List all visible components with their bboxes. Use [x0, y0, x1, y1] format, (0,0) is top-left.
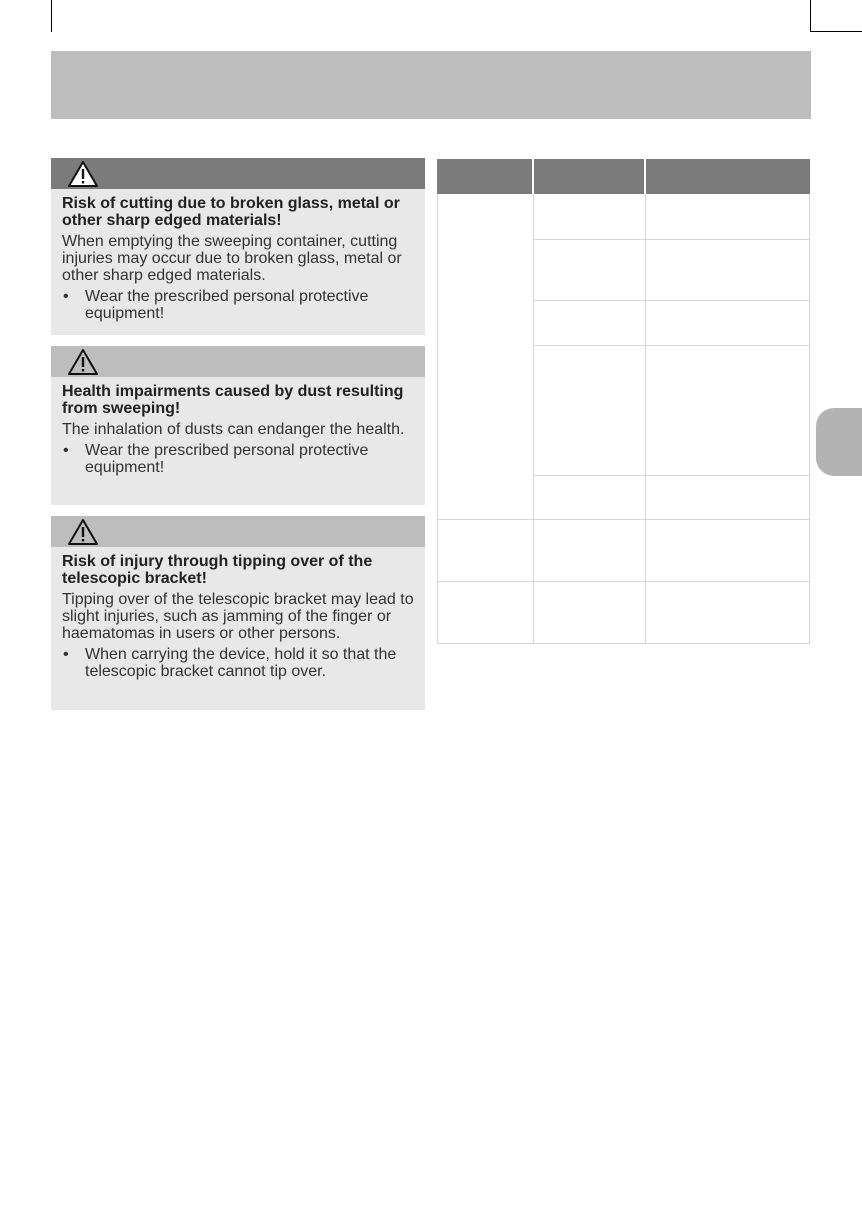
- table-row: [534, 476, 810, 520]
- table-row: [534, 240, 810, 301]
- warning-bullet-text: Wear the prescribed personal protective equipment!: [85, 442, 369, 476]
- warning-box-cutting: [51, 158, 425, 335]
- chapter-header-band: [51, 51, 811, 119]
- warning-title: Risk of cutting due to broken glass, metal or other sharp edged materials!: [62, 195, 400, 229]
- warning-text: Tipping over of the telescopic bracket may lead to slight injuries, such as jamming of the finger or haematomas in users or other persons.: [62, 591, 414, 642]
- warning-triangle-icon: [67, 518, 99, 546]
- warning-header: [51, 516, 425, 547]
- crop-mark-corner: [811, 31, 862, 32]
- warning-triangle-icon: [67, 160, 99, 188]
- warning-bullet: [62, 288, 415, 322]
- table-row: [534, 520, 810, 582]
- table-cell: [437, 582, 534, 644]
- warning-box-dust: [51, 346, 425, 505]
- warning-text: The inhalation of dusts can endanger the health.: [62, 421, 405, 438]
- table-row: [534, 582, 810, 644]
- table-header-cell: [437, 159, 532, 194]
- chapter-side-tab: [816, 408, 862, 476]
- bullet-symbol: •: [63, 288, 69, 305]
- warning-title: Risk of injury through tipping over of the telescopic bracket!: [62, 553, 373, 587]
- bullet-symbol: •: [63, 646, 69, 663]
- warning-title: Health impairments caused by dust resulting from sweeping!: [62, 383, 404, 417]
- crop-mark-top: [51, 0, 52, 32]
- warning-triangle-icon: [67, 348, 99, 376]
- empty-table: [437, 159, 810, 644]
- table-row: [534, 301, 810, 346]
- warning-header: [51, 346, 425, 377]
- warning-text: When emptying the sweeping container, cutting injuries may occur due to broken glass, metal or other sharp edged materials.: [62, 233, 402, 284]
- table-cell: [437, 194, 534, 520]
- table-header-cell: [646, 159, 810, 194]
- table-row: [534, 194, 810, 240]
- warning-box-tipping: [51, 516, 425, 710]
- table-row: [534, 346, 810, 476]
- bullet-symbol: •: [63, 442, 69, 459]
- table-cell: [437, 520, 534, 582]
- warning-bullet: [62, 646, 415, 680]
- warning-bullet: [62, 442, 415, 476]
- table-header-cell: [534, 159, 644, 194]
- crop-mark-right: [810, 0, 811, 32]
- warning-header: [51, 158, 425, 189]
- warning-bullet-text: When carrying the device, hold it so that the telescopic bracket cannot tip over.: [85, 646, 397, 680]
- warning-bullet-text: Wear the prescribed personal protective equipment!: [85, 288, 369, 322]
